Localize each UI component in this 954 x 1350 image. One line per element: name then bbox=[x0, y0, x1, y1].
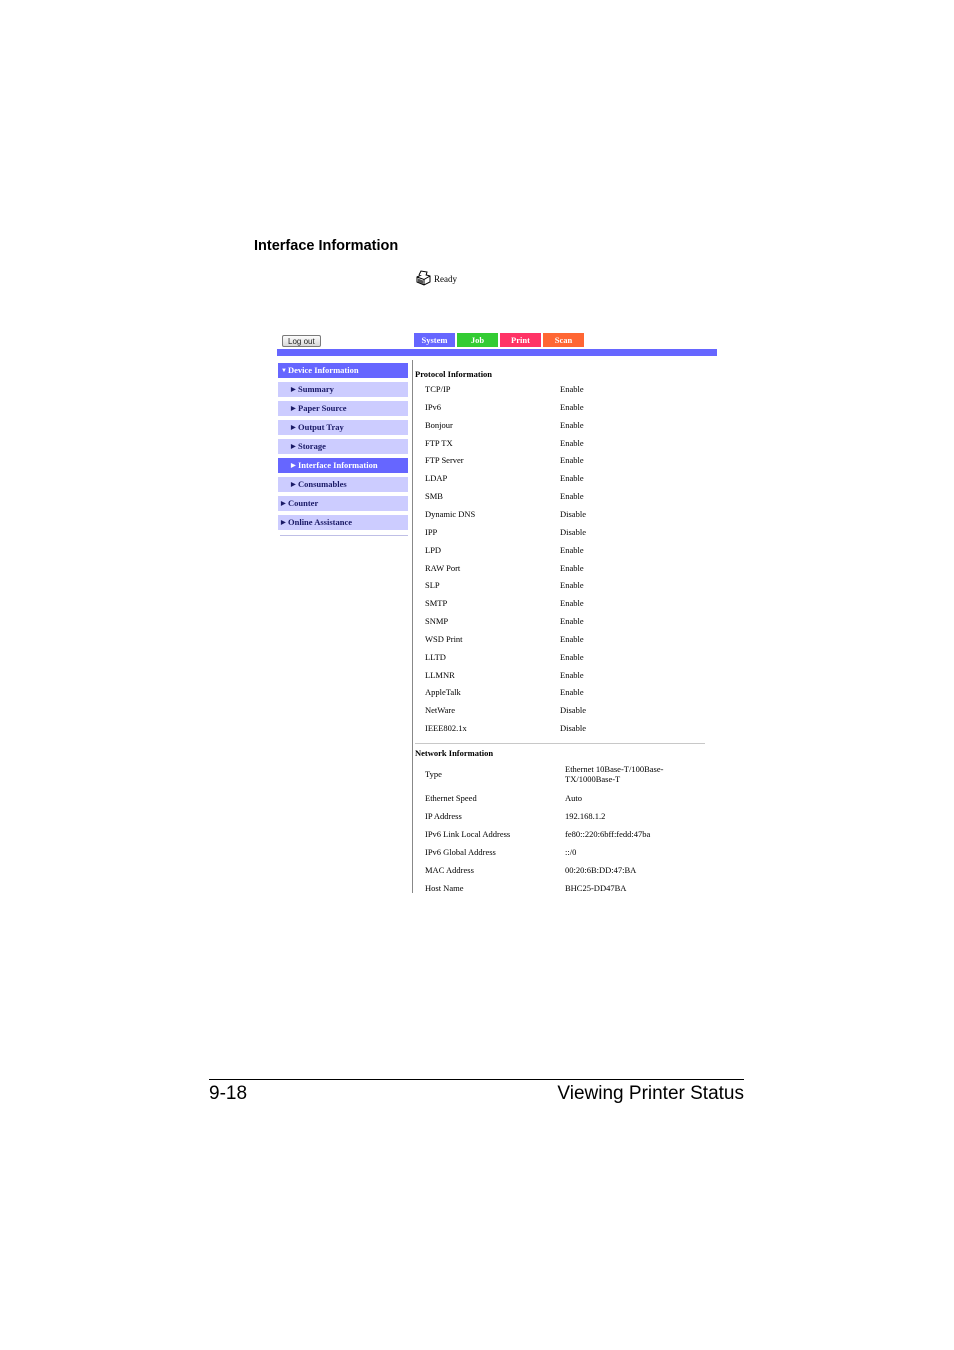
triangle-right-icon: ▶ bbox=[291, 406, 296, 412]
table-row-value: BHC25-DD47BA bbox=[565, 882, 627, 893]
table-row-value: Enable bbox=[560, 437, 584, 448]
table-row-label: LDAP bbox=[425, 473, 448, 484]
logout-button[interactable]: Log out bbox=[282, 335, 321, 347]
sidebar-item-label: Online Assistance bbox=[288, 517, 352, 527]
table-row-value: Disable bbox=[560, 508, 586, 519]
table-row-value: Enable bbox=[560, 562, 584, 573]
tab-system[interactable]: System bbox=[414, 333, 455, 347]
network-type-value-line2: TX/1000Base-T bbox=[565, 774, 621, 784]
table-row-value: Enable bbox=[560, 473, 584, 484]
sidebar-divider bbox=[280, 535, 408, 536]
sidebar-item-paper-source[interactable] bbox=[278, 401, 408, 416]
sidebar-item-counter[interactable] bbox=[278, 496, 408, 511]
content-divider bbox=[412, 360, 413, 893]
sidebar-item-storage[interactable] bbox=[278, 439, 408, 454]
sidebar-item-label: Summary bbox=[298, 384, 334, 394]
sidebar-item-device-information[interactable] bbox=[278, 363, 408, 378]
table-row-value: 192.168.1.2 bbox=[565, 810, 606, 821]
triangle-right-icon: ▶ bbox=[291, 425, 296, 431]
table-row-label: FTP TX bbox=[425, 437, 453, 448]
table-row-value: Disable bbox=[560, 526, 586, 537]
triangle-right-icon: ▶ bbox=[291, 444, 296, 450]
table-row-value: Enable bbox=[560, 455, 584, 466]
table-row-value: Disable bbox=[560, 705, 586, 716]
table-row-value: Enable bbox=[560, 580, 584, 591]
page-number: 9-18 bbox=[209, 1083, 248, 1104]
tab-underline-bar bbox=[277, 349, 717, 356]
table-row-value: Enable bbox=[560, 633, 584, 644]
triangle-right-icon: ▶ bbox=[291, 387, 296, 393]
table-row-value: Enable bbox=[560, 616, 584, 627]
network-type-value-line1: Ethernet 10Base-T/100Base- bbox=[565, 764, 664, 774]
table-row-label: IPv6 bbox=[425, 401, 442, 412]
table-row-label: AppleTalk bbox=[425, 687, 461, 698]
printer-icon bbox=[415, 270, 432, 287]
table-row-label: Ethernet Speed bbox=[425, 793, 477, 803]
triangle-right-icon: ▶ bbox=[291, 463, 296, 469]
table-row-value: Enable bbox=[560, 419, 584, 430]
sidebar-item-label: Interface Information bbox=[298, 460, 378, 470]
table-row-label: SLP bbox=[425, 580, 440, 591]
table-row-label: FTP Server bbox=[425, 455, 464, 466]
table-row-label: IP Address bbox=[425, 810, 462, 821]
triangle-down-icon: ▼ bbox=[281, 368, 287, 374]
sidebar-item-label: Counter bbox=[288, 498, 319, 508]
tab-print[interactable]: Print bbox=[500, 333, 541, 347]
section-separator bbox=[415, 743, 705, 744]
table-row-label: Dynamic DNS bbox=[425, 508, 476, 519]
sidebar-item-interface-information[interactable] bbox=[278, 458, 408, 473]
table-row-value: Enable bbox=[560, 491, 584, 502]
table-row-label: SMTP bbox=[425, 598, 448, 609]
sidebar-item-label: Consumables bbox=[298, 479, 347, 489]
sidebar-item-consumables[interactable] bbox=[278, 477, 408, 492]
printer-status bbox=[415, 270, 457, 287]
tab-scan[interactable]: Scan bbox=[543, 333, 584, 347]
table-row-value: Enable bbox=[560, 544, 584, 555]
sidebar-item-label: Output Tray bbox=[298, 422, 344, 432]
table-row-label: NetWare bbox=[425, 705, 455, 716]
table-row-label: SMB bbox=[425, 491, 443, 502]
table-row-value: Enable bbox=[560, 401, 584, 412]
sidebar-item-output-tray[interactable] bbox=[278, 420, 408, 435]
table-row-label: LLTD bbox=[425, 651, 446, 662]
table-row-label: TCP/IP bbox=[425, 384, 451, 394]
table-row-label: WSD Print bbox=[425, 633, 463, 644]
sidebar-item-online-assistance[interactable] bbox=[278, 515, 408, 530]
table-row-value: Enable bbox=[560, 687, 584, 698]
protocol-section-title: Protocol Information bbox=[415, 369, 493, 379]
triangle-right-icon: ▶ bbox=[291, 482, 296, 488]
table-row-value: Disable bbox=[560, 723, 586, 734]
network-type-label: Type bbox=[425, 769, 442, 779]
table-row-label: IPv6 Link Local Address bbox=[425, 828, 511, 839]
footer-title: Viewing Printer Status bbox=[557, 1083, 744, 1104]
table-row-label: LLMNR bbox=[425, 669, 455, 680]
table-row-label: IPP bbox=[425, 526, 438, 537]
triangle-right-icon: ▶ bbox=[281, 520, 286, 526]
table-row-label: Host Name bbox=[425, 882, 464, 893]
table-row-label: LPD bbox=[425, 544, 442, 555]
triangle-right-icon: ▶ bbox=[281, 501, 286, 507]
table-row-value: Enable bbox=[560, 669, 584, 680]
sidebar-item-label: Storage bbox=[298, 441, 326, 451]
tab-job[interactable]: Job bbox=[457, 333, 498, 347]
status-text: Ready bbox=[434, 273, 457, 284]
table-row-label: Bonjour bbox=[425, 419, 453, 430]
sidebar-item-label: Device Information bbox=[288, 365, 359, 375]
section-heading: Interface Information bbox=[254, 238, 399, 254]
table-row-value: 00:20:6B:DD:47:BA bbox=[565, 864, 637, 875]
table-row-value: Enable bbox=[560, 651, 584, 662]
table-row-value: Enable bbox=[560, 384, 584, 394]
table-row-label: RAW Port bbox=[425, 562, 461, 573]
table-row-value: fe80::220:6bff:fedd:47ba bbox=[565, 828, 651, 839]
table-row-value: Enable bbox=[560, 598, 584, 609]
network-section-title: Network Information bbox=[415, 748, 494, 758]
table-row-label: SNMP bbox=[425, 616, 449, 627]
table-row-value: Auto bbox=[565, 793, 582, 803]
table-row-label: IPv6 Global Address bbox=[425, 846, 496, 857]
footer-rule bbox=[209, 1079, 744, 1080]
sidebar-item-label: Paper Source bbox=[298, 403, 347, 413]
table-row-label: MAC Address bbox=[425, 864, 474, 875]
table-row-label: IEEE802.1x bbox=[425, 723, 467, 734]
table-row-value: ::/0 bbox=[565, 846, 577, 857]
sidebar-item-summary[interactable] bbox=[278, 382, 408, 397]
